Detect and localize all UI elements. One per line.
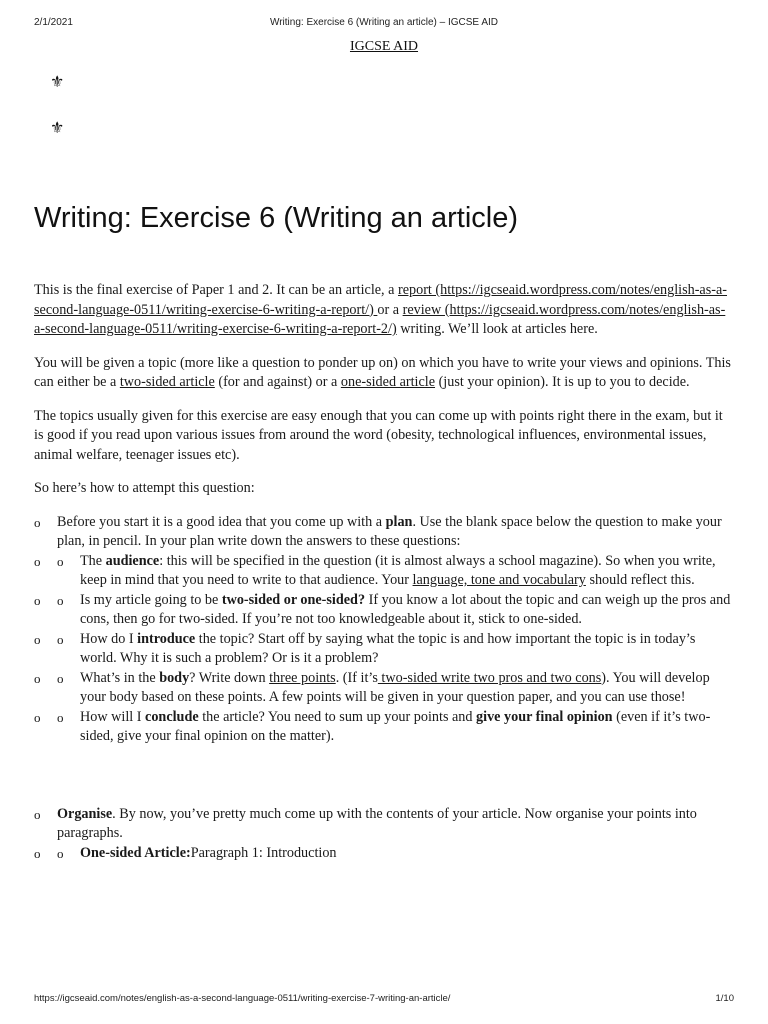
topic-paragraph: You will be given a topic (more like a question to ponder up on) on which you have to write your views and opinions. This can either be a two-sided article (for and against) or a one-sided article (just your opinion). It is up to you to decide. [34,354,731,390]
list-item-introduce: o o How do I introduce the topic? Start off by saying what the topic is and how important the topic is in today’s world. Why it is such a problem? Or is it a problem? [34,630,696,666]
list-item-organise: o Organise. By now, you’ve pretty much come up with the contents of your article. Now organise your points into paragraphs. [34,805,697,841]
bullet-marker: o [57,709,64,725]
bullet-marker: o [34,845,41,861]
print-footer-url: https://igcseaid.com/notes/english-as-a-second-language-0511/writing-exercise-7-writing-an-article/ [34,993,451,1004]
bullet-marker: o [57,845,64,861]
fleur-de-lis-icon: ⚜ [50,120,65,137]
how-to-paragraph: So here’s how to attempt this question: [34,480,255,496]
bullet-marker: o [57,553,64,569]
list-item-sided: o o Is my article going to be two-sided or one-sided? If you know a lot about the topic and can weigh up the pros and cons, then go for two-sided. If you’re not too knowledgeable about it, stick to one-sided. [34,591,731,627]
print-header-title: Writing: Exercise 6 (Writing an article) – IGCSE AID [269,17,499,28]
site-name-link[interactable]: IGCSE AID [349,39,419,54]
one-sided-article-term: one-sided article [340,374,436,390]
article-content [34,281,734,863]
list-item-one-sided: o o One-sided Article:Paragraph 1: Introduction [34,844,734,864]
fleur-de-lis-icon: ⚜ [50,74,65,91]
page-title: Writing: Exercise 6 (Writing an article) [34,202,519,234]
bullet-marker: o [57,670,64,686]
bullet-marker: o [57,592,64,608]
list-item-conclude: o o How will I conclude the article? You need to sum up your points and give your final opinion (even if it’s two-sided, give your final opinion on the matter). [34,708,711,744]
bullet-marker: o [34,553,41,569]
bullet-marker: o [34,806,41,822]
intro-paragraph: This is the final exercise of Paper 1 and 2. It can be an article, a report (https://igcseaid.wordpress.com/notes/english-as-a-second-language-0511/writing-exercise-6-writing-a-report/) or a review (https://igcseaid.wordpress.com/notes/english-as-a-second-language-0511/writing-exercise-6-writing-a-report-2/) writing. We’ll look at articles here. [34,282,727,337]
list-item-plan: o Before you start it is a good idea that you come up with a plan. Use the blank space below the question to make your plan, in pencil. In your plan write down the answers to these questions: [34,513,722,549]
page-number: 1/10 [715,993,734,1004]
bullet-marker: o [34,709,41,725]
print-date: 2/1/2021 [34,17,73,28]
bullet-marker: o [34,592,41,608]
list-item-body: o o What’s in the body? Write down three points. (If it’s two-sided write two pros and two cons). You will develop your body based on these points. A few points will be given in your question paper, and you can use those! [34,669,710,705]
report-link[interactable]: report (https://igcseaid.wordpress.com/notes/english-as-a-second-language-0511/writing-exercise-6-writing-a-report/) [34,282,727,318]
list-item-audience: o o The audience: this will be specified in the question (it is almost always a school magazine). So when you write, keep in mind that you need to write to that audience. Your language, tone and vocabulary should reflect this. [34,552,716,588]
bullet-marker: o [57,631,64,647]
bullet-marker: o [34,670,41,686]
topics-paragraph: The topics usually given for this exercise are easy enough that you can come up with points right there in the exam, but it is good if you read upon various issues from around the word (obesity, technological influences, environmental issues, animal welfare, teenager issues etc). [34,407,723,463]
review-link[interactable]: review (https://igcseaid.wordpress.com/notes/english-as-a-second-language-0511/writing-exercise-6-writing-a-report-2/) [34,301,726,337]
bullet-marker: o [34,631,41,647]
blank-gap [34,747,734,805]
bullet-marker: o [34,514,41,530]
two-sided-article-term: two-sided article [119,374,215,390]
